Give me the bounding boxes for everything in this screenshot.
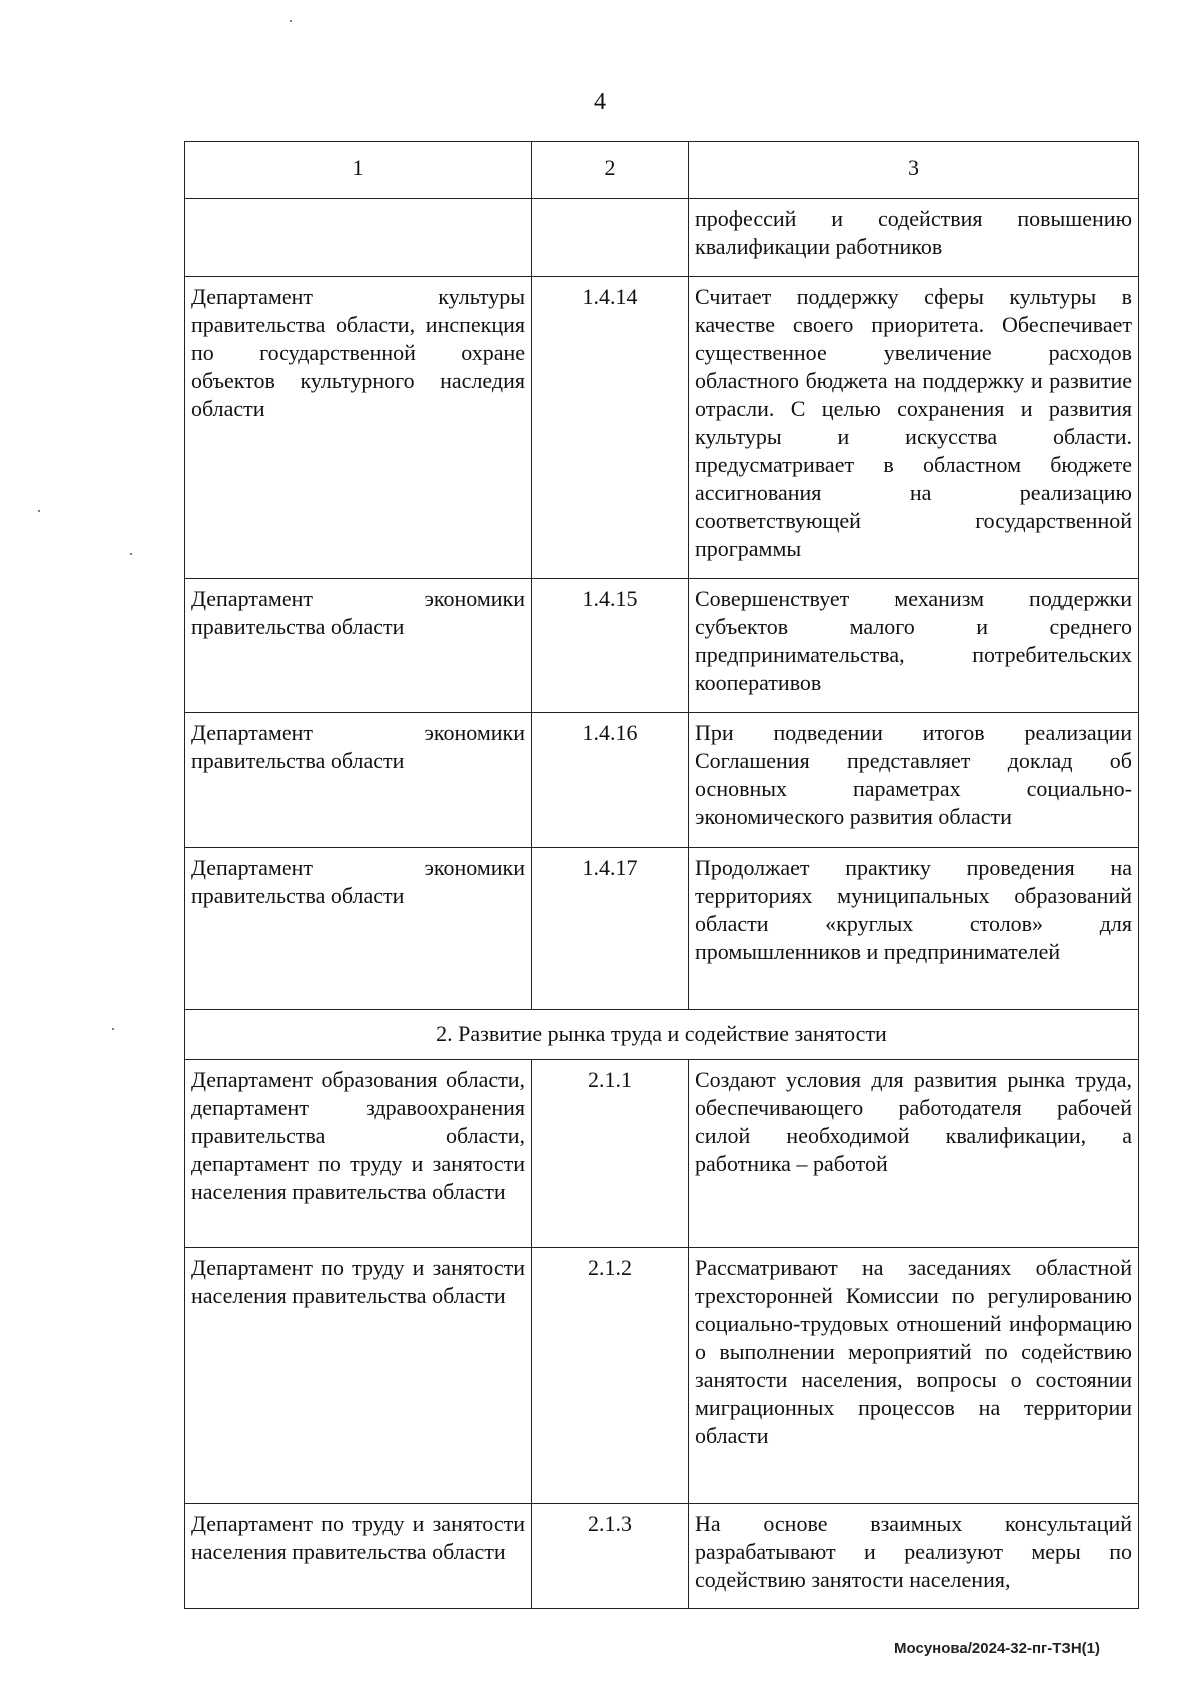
table-row bbox=[185, 277, 1139, 579]
department-cell: Департамент по труду и занятости населения правительства области bbox=[185, 1504, 532, 1609]
measure-text-cell: На основе взаимных консультаций разрабатывают и реализуют меры по содействию занятости населения, bbox=[689, 1504, 1139, 1609]
scan-speck bbox=[112, 1028, 114, 1030]
measure-text-cell: Рассматривают на заседаниях областной трехсторонней Комиссии по регулированию социально-трудовых отношений информацию о выполнении мероприятий по содействию занятости населения, вопросы о состоянии миграционных процессов на территории области bbox=[689, 1248, 1139, 1504]
department-cell: Департамент экономики правительства области bbox=[185, 848, 532, 1010]
item-code-cell bbox=[532, 199, 689, 277]
item-code-cell: 2.1.2 bbox=[532, 1248, 689, 1504]
department-cell: Департамент образования области, департамент здравоохранения правительства области, департамент по труду и занятости населения правительства области bbox=[185, 1060, 532, 1248]
table-row bbox=[185, 848, 1139, 1010]
scan-speck bbox=[290, 20, 292, 22]
table-row bbox=[185, 1060, 1139, 1248]
department-cell: Департамент по труду и занятости населения правительства области bbox=[185, 1248, 532, 1504]
department-cell: Департамент экономики правительства области bbox=[185, 579, 532, 713]
department-cell bbox=[185, 199, 532, 277]
section-title: 2. Развитие рынка труда и содействие занятости bbox=[185, 1010, 1139, 1060]
document-footer-code: Мосунова/2024-32-пг-ТЗН(1) bbox=[894, 1640, 1100, 1657]
item-code-cell: 1.4.17 bbox=[532, 848, 689, 1010]
table-row bbox=[185, 579, 1139, 713]
scan-speck bbox=[130, 553, 132, 555]
agreement-table bbox=[184, 141, 1139, 1609]
department-cell: Департамент культуры правительства области, инспекция по государственной охране объектов культурного наследия области bbox=[185, 277, 532, 579]
page-number: 4 bbox=[594, 89, 606, 115]
table-row bbox=[185, 1248, 1139, 1504]
section-heading-row bbox=[185, 1010, 1139, 1060]
item-code-cell: 2.1.3 bbox=[532, 1504, 689, 1609]
table-header-row bbox=[185, 142, 1139, 199]
measure-text-cell: Продолжает практику проведения на территориях муниципальных образований области «круглых столов» для промышленников и предпринимателей bbox=[689, 848, 1139, 1010]
table-row bbox=[185, 199, 1139, 277]
item-code-cell: 1.4.15 bbox=[532, 579, 689, 713]
measure-text-cell: Совершенствует механизм поддержки субъектов малого и среднего предпринимательства, потребительских кооперативов bbox=[689, 579, 1139, 713]
item-code-cell: 1.4.14 bbox=[532, 277, 689, 579]
scan-speck bbox=[38, 510, 40, 512]
column-header-3: 3 bbox=[689, 142, 1139, 199]
column-header-2: 2 bbox=[532, 142, 689, 199]
department-cell: Департамент экономики правительства области bbox=[185, 713, 532, 848]
measure-text-cell: профессий и содействия повышению квалификации работников bbox=[689, 199, 1139, 277]
measure-text-cell: Создают условия для развития рынка труда, обеспечивающего работодателя рабочей силой необходимой квалификации, а работника – работой bbox=[689, 1060, 1139, 1248]
measure-text-cell: Считает поддержку сферы культуры в качестве своего приоритета. Обеспечивает существенное увеличение расходов областного бюджета на поддержку и развитие отрасли. С целью сохранения и развития культуры и искусства области. предусматривает в областном бюджете ассигнования на реализацию соответствующей государственной программы bbox=[689, 277, 1139, 579]
item-code-cell: 1.4.16 bbox=[532, 713, 689, 848]
measure-text-cell: При подведении итогов реализации Соглашения представляет доклад об основных параметрах социально-экономического развития области bbox=[689, 713, 1139, 848]
item-code-cell: 2.1.1 bbox=[532, 1060, 689, 1248]
table-row bbox=[185, 713, 1139, 848]
table-row bbox=[185, 1504, 1139, 1609]
column-header-1: 1 bbox=[185, 142, 532, 199]
